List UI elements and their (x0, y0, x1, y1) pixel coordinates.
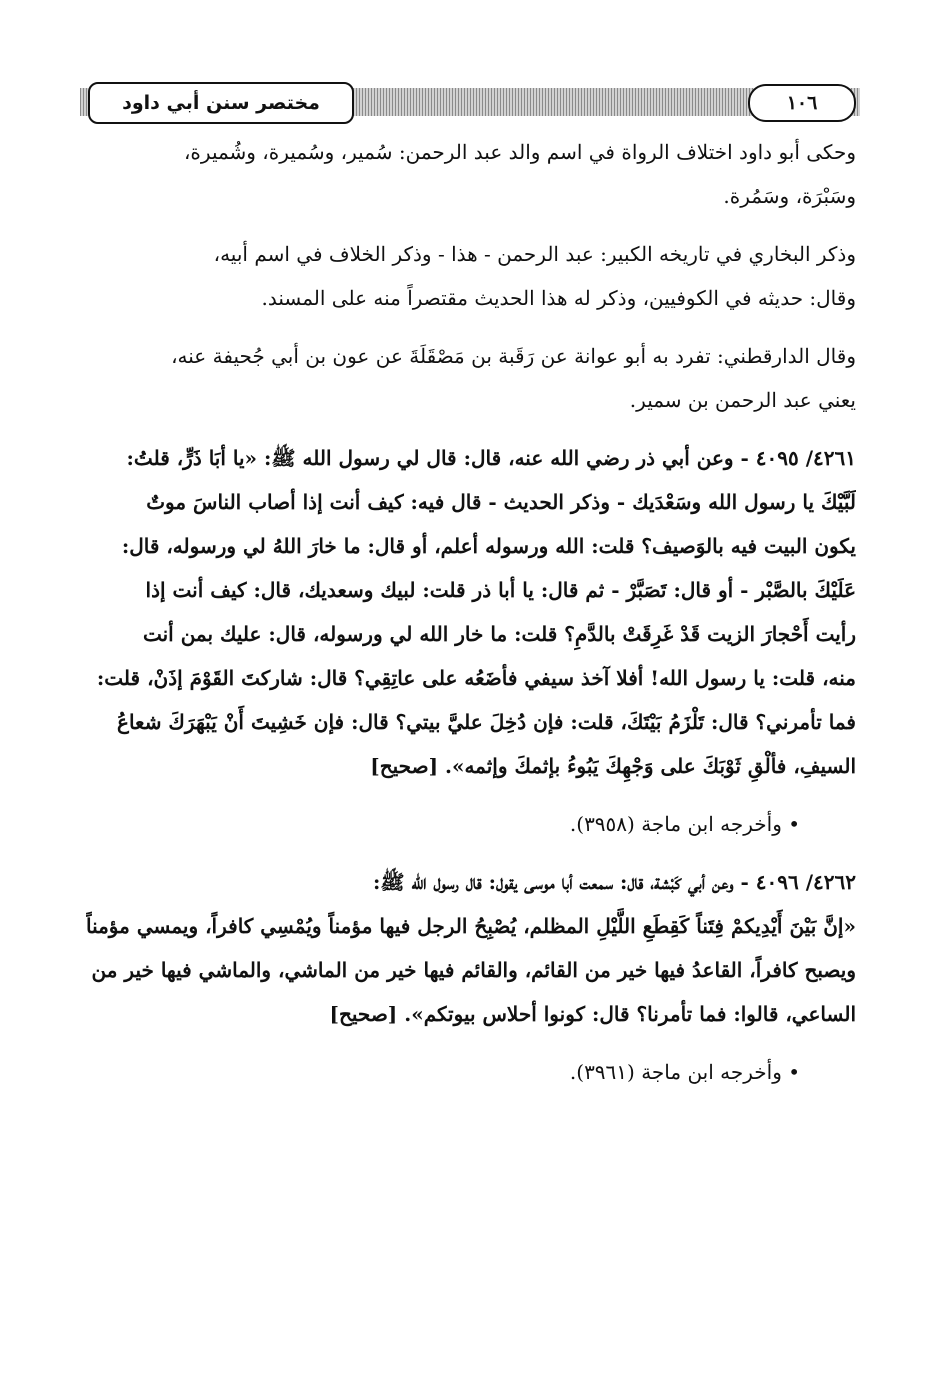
footnote (86, 802, 856, 846)
text-line: وحكى أبو داود اختلاف الرواة في اسم والد عبد الرحمن: سُمير، وسُميرة، وشُميرة، (183, 140, 856, 164)
text-line: فما تأمرني؟ قال: تَلْزَمُ بَيْتَكَ، قلت: فإن دُخِلَ عليَّ بيتي؟ قال: فإن خَشِيتَ أَنْ يَبْهَرَكَ شعاعُ (117, 710, 856, 734)
text-line: ٤٢٦٢/ ٤٠٩٦ - وعن أبي كَبْشة، قال: سمعت أبا موسى يقول: قال رسول الله ﷺ: (373, 870, 856, 894)
text-line: السيفِ، فألْقِ ثَوْبَكَ على وَجْهِكَ يَبُوءُ بإثمكَ وإثمه». [صحيح] (370, 754, 856, 778)
text-line: يعني عبد الرحمن بن سمير. (629, 388, 856, 412)
text-line: وذكر البخاري في تاريخه الكبير: عبد الرحمن - هذا - وذكر الخلاف في اسم أبيه، (213, 242, 856, 266)
text-line: لَبَّيْكَ يا رسول الله وسَعْدَيك - وذكر الحديث - قال فيه: كيف أنت إذا أصاب الناسَ موتٌ (146, 490, 856, 514)
book-title: مختصر سنن أبي داود (88, 82, 354, 124)
text-line: وقال الدارقطني: تفرد به أبو عوانة عن رَقَبة بن مَصْقَلَةَ عن عون بن أبي جُحيفة عنه، (171, 344, 856, 368)
page-header (80, 82, 860, 122)
hadith-paragraph (86, 860, 856, 1036)
commentary-paragraph (86, 232, 856, 320)
footnote (86, 1050, 856, 1094)
commentary-paragraph (86, 130, 856, 218)
text-line: • وأخرجه ابن ماجة (٣٩٦١). (569, 1060, 800, 1084)
text-line: وسَبْرَة، وسَمُرة. (723, 184, 856, 208)
page-body (86, 130, 856, 1094)
text-line: ٤٢٦١/ ٤٠٩٥ - وعن أبي ذر رضي الله عنه، قال: قال لي رسول الله ﷺ: «يا أبَا ذَرٍّ، قلتُ: (126, 446, 856, 470)
hadith-paragraph (86, 436, 856, 788)
commentary-paragraph (86, 334, 856, 422)
text-line: ويصبح كافراً، القاعدُ فيها خير من القائم، والقائم فيها خير من الماشي، والماشي فيها خير من (91, 958, 856, 982)
text-line: • وأخرجه ابن ماجة (٣٩٥٨). (569, 812, 800, 836)
text-line: الساعي، قالوا: فما تأمرنا؟ قال: كونوا أحلاس بيوتكم». [صحيح] (329, 1002, 856, 1026)
page-number: ١٠٦ (748, 84, 856, 122)
text-line: وقال: حديثه في الكوفيين، وذكر له هذا الحديث مقتصراً منه على المسند. (261, 286, 856, 310)
text-line: منه، قلت: يا رسول الله! أفلا آخذ سيفي فأضَعُه على عاتِقِي؟ قال: شاركتَ القَوْمَ إذَنْ، قلت: (96, 666, 856, 690)
text-line: عَلَيْكَ بالصَّبْر - أو قال: تَصَبَّرْ - ثم قال: يا أبا ذر قلت: لبيك وسعديك، قال: كيف أنت إذا (145, 578, 856, 602)
text-line: رأيت أَحْجارَ الزيت قَدْ غَرِقَتْ بالدَّمِ؟ قلت: ما خار الله لي ورسوله، قال: عليك بمن أنت (142, 622, 856, 646)
text-line: «إنَّ بَيْنَ أَيْدِيكمْ فِتَناً كَقِطَعِ اللَّيْلِ المظلم، يُصْبِحُ الرجل فيها مؤمناً ويُمْسِي كافراً، ويمسي مؤمناً (86, 914, 856, 938)
text-line: يكون البيت فيه بالوَصيف؟ قلت: الله ورسوله أعلم، أو قال: ما خارَ اللهُ لي ورسوله، قال: (121, 534, 856, 558)
